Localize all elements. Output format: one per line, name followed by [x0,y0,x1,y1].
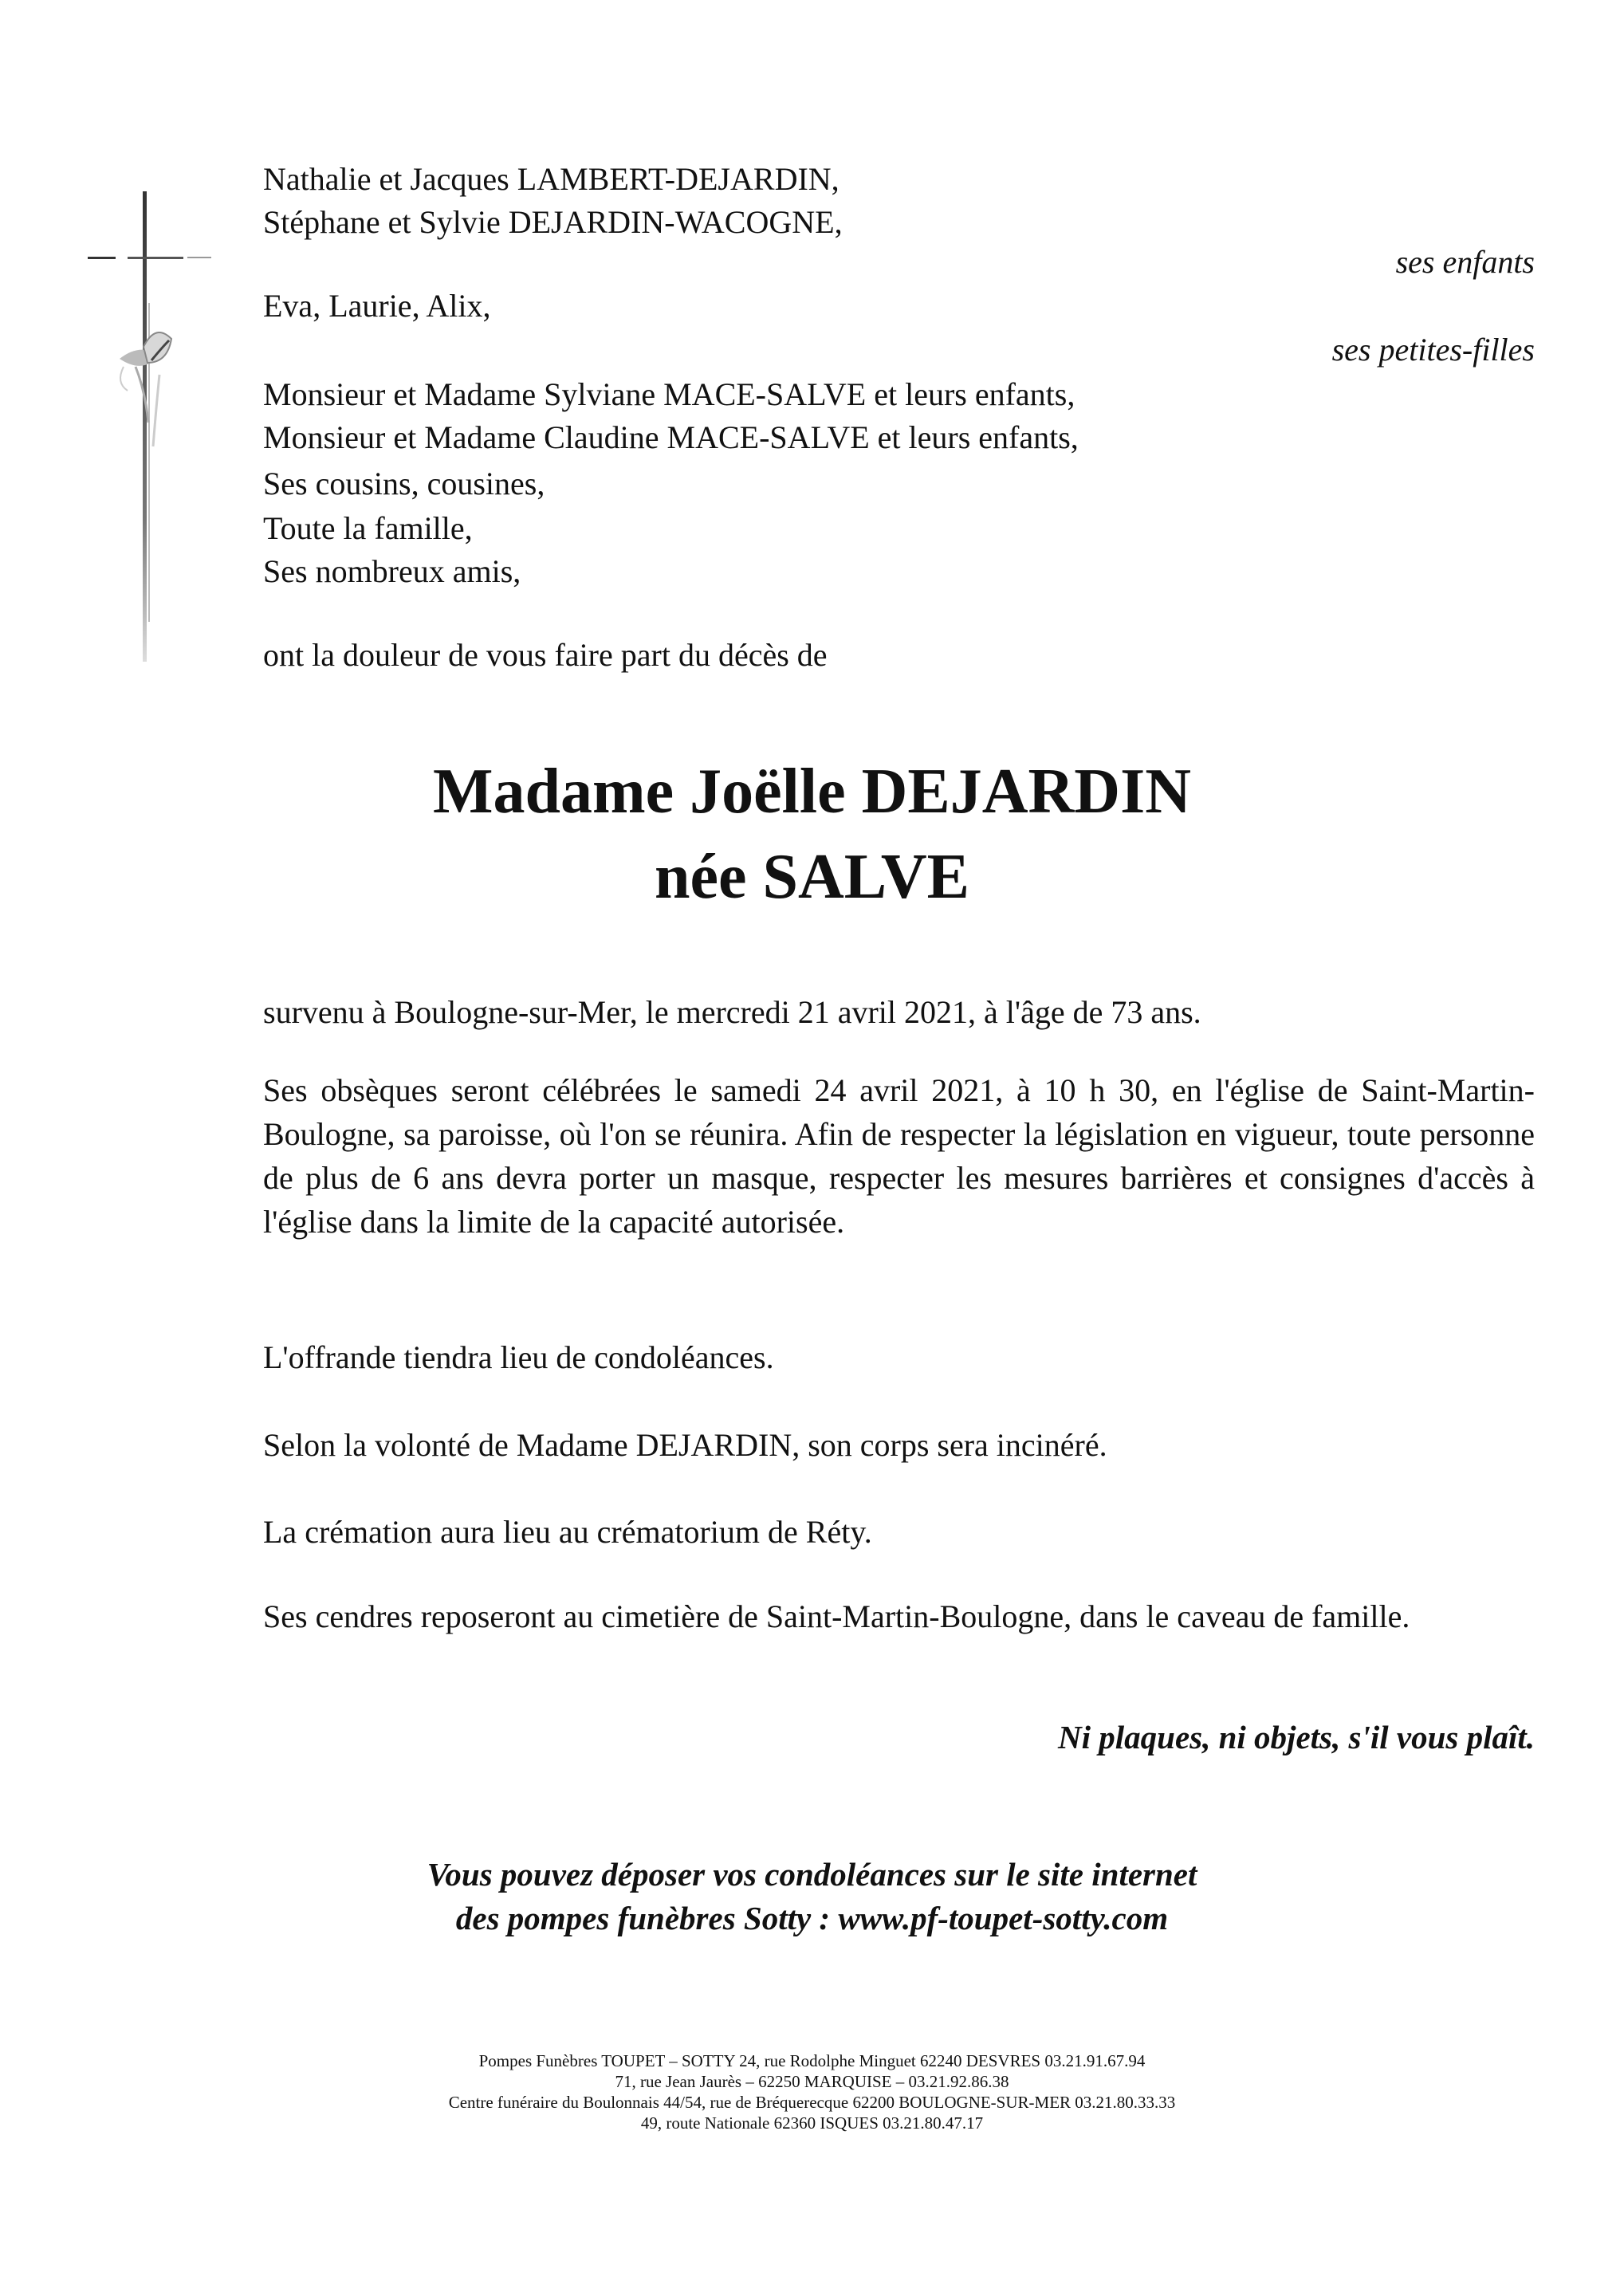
deceased-maiden-name: née SALVE [655,842,969,912]
offering-text: L'offrande tiendra lieu de condoléances. [263,1339,774,1375]
footer-contacts [0,2050,1624,2133]
relation-label-children: ses enfants [1395,244,1535,280]
cremation-text: La crémation aura lieu au crématorium de Réty. [263,1514,872,1550]
deceased-name: Madame Joëlle DEJARDIN [433,757,1191,827]
family-line-other-5: Ses nombreux amis, [263,553,521,589]
death-details: survenu à Boulogne-sur-Mer, le mercredi 21 avril 2021, à l'âge de 73 ans. [263,994,1201,1030]
family-line-other-1: Monsieur et Madame Sylviane MACE-SALVE et leurs enfants, [263,376,1075,412]
funeral-paragraph: Ses obsèques seront célébrées le samedi 24 avril 2021, à 10 h 30, en l'église de Saint-Martin-Boulogne, sa paroisse, où l'on se réunira. Afin de respecter la législation en vigueur, toute personne de plus de 6 ans devra porter un masque, respecter les mesures barrières et consignes d'accès à l'église dans la limite de la capacité autorisée. [263,1072,1535,1240]
footer-line-1: Pompes Funèbres TOUPET – SOTTY 24, rue Rodolphe Minguet 62240 DESVRES 03.21.91.67.94 [478,2051,1146,2070]
family-line-other-4: Toute la famille, [263,510,473,546]
condolences-line-1: Vous pouvez déposer vos condoléances sur le site internet [427,1856,1197,1893]
footer-line-3: Centre funéraire du Boulonnais 44/54, rue de Bréquerecque 62200 BOULOGNE-SUR-MER 03.21.80.33.33 [448,2093,1176,2112]
family-line-children-2: Stéphane et Sylvie DEJARDIN-WACOGNE, [263,204,843,240]
condolences-line-2: des pompes funèbres Sotty : www.pf-toupet-sotty.com [455,1900,1169,1936]
family-line-other-2: Monsieur et Madame Claudine MACE-SALVE et leurs enfants, [263,419,1079,455]
family-line-other-3: Ses cousins, cousines, [263,466,545,501]
ashes-text: Ses cendres reposeront au cimetière de Saint-Martin-Boulogne, dans le caveau de famille. [263,1598,1410,1634]
footer-line-2: 71, rue Jean Jaurès – 62250 MARQUISE – 03.21.92.86.38 [615,2072,1009,2091]
family-line-children-1: Nathalie et Jacques LAMBERT-DEJARDIN, [263,161,840,197]
footer-line-4: 49, route Nationale 62360 ISQUES 03.21.80.47.17 [640,2113,984,2133]
no-plaques-note: Ni plaques, ni objets, s'il vous plaît. [1058,1719,1535,1755]
family-line-grandchildren: Eva, Laurie, Alix, [263,288,491,324]
relation-label-grandchildren: ses petites-filles [1331,332,1535,368]
announcement-text: ont la douleur de vous faire part du décès de [263,637,828,673]
cross-with-lily-icon [80,183,223,678]
wish-text: Selon la volonté de Madame DEJARDIN, son corps sera incinéré. [263,1427,1107,1463]
